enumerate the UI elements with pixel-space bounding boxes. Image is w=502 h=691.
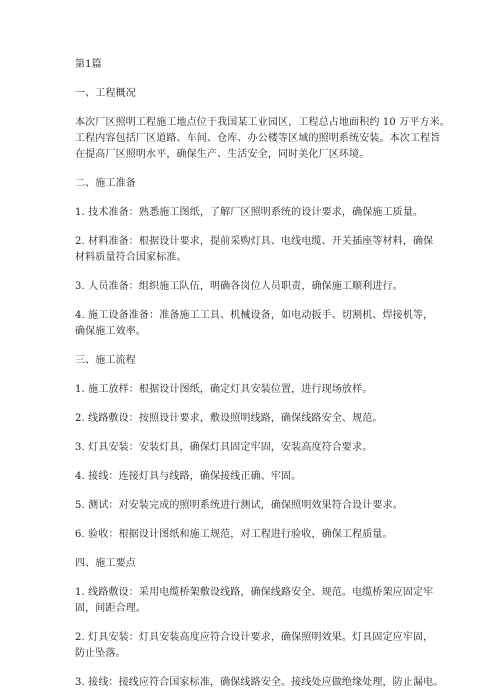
text-line: 防止坠落。 [75, 648, 126, 659]
list-item [75, 630, 445, 662]
text-line: 在提高厂区照明水平，确保生产、生活安全，同时美化厂区环境。 [75, 149, 370, 160]
text-line: 2. 灯具安装：灯具安装高度应符合设计要求，确保照明效果。灯具固定应牢固， [75, 632, 434, 643]
list-item [75, 234, 445, 266]
text-line: 1. 线路敷设：采用电缆桥架敷设线路，确保线路安全、规范。电缆桥架应固定牢 [75, 587, 434, 598]
overview-paragraph [75, 115, 450, 163]
section-heading-preparation: 二、施工准备 [75, 178, 136, 189]
text-line: 2. 线路敷设：按照设计要求，敷设照明线路，确保线路安全、规范。 [75, 413, 383, 424]
text-line: 1. 施工放样：根据设计图纸，确定灯具安装位置，进行现场放样。 [75, 384, 373, 395]
list-item [75, 205, 445, 221]
text-line: 3. 人员准备：组织施工队伍，明确各岗位人员职责，确保施工顺利进行。 [75, 281, 403, 292]
text-line: 材料质量符合国家标准。 [75, 252, 187, 263]
text-line: 4. 施工设备准备：准备施工工具、机械设备，如电动扳手、切割机、焊接机等， [75, 310, 434, 321]
text-line: 固，间距合理。 [75, 603, 147, 614]
text-line: 本次厂区照明工程施工地点位于我国某工业园区，工程总占地面积约 10 万平方米。 [75, 117, 450, 128]
list-item [75, 382, 445, 398]
list-item [75, 527, 445, 543]
list-item [75, 411, 445, 427]
list-item [75, 675, 445, 691]
text-line: 3. 灯具安装：安装灯具，确保灯具固定牢固，安装高度符合要求。 [75, 442, 373, 453]
part-label: 第1篇 [75, 59, 102, 70]
text-line: 确保施工效率。 [75, 326, 147, 337]
list-item [75, 498, 445, 514]
text-line: 3. 接线：接线应符合国家标准，确保线路安全。接线处应做绝缘处理，防止漏电。 [75, 677, 444, 688]
text-line: 工程内容包括厂区道路、车间、仓库、办公楼等区域的照明系统安装。本次工程旨 [75, 133, 441, 144]
text-line: 5. 测试：对安装完成的照明系统进行测试，确保照明效果符合设计要求。 [75, 500, 403, 511]
list-item [75, 308, 445, 340]
list-item [75, 469, 445, 485]
list-item [75, 440, 445, 456]
section-heading-overview: 一、工程概况 [75, 88, 136, 99]
section-heading-process: 三、施工流程 [75, 355, 136, 366]
text-line: 2. 材料准备：根据设计要求，提前采购灯具、电线电缆、开关插座等材料，确保 [75, 236, 434, 247]
list-item [75, 279, 445, 295]
text-line: 1. 技术准备：熟悉施工图纸，了解厂区照明系统的设计要求，确保施工质量。 [75, 207, 424, 218]
text-line: 6. 验收：根据设计图纸和施工规范，对工程进行验收，确保工程质量。 [75, 529, 393, 540]
document-body [75, 57, 450, 691]
section-heading-key-points: 四、施工要点 [75, 558, 136, 569]
text-line: 4. 接线：连接灯具与线路，确保接线正确、牢固。 [75, 471, 302, 482]
list-item [75, 585, 445, 617]
